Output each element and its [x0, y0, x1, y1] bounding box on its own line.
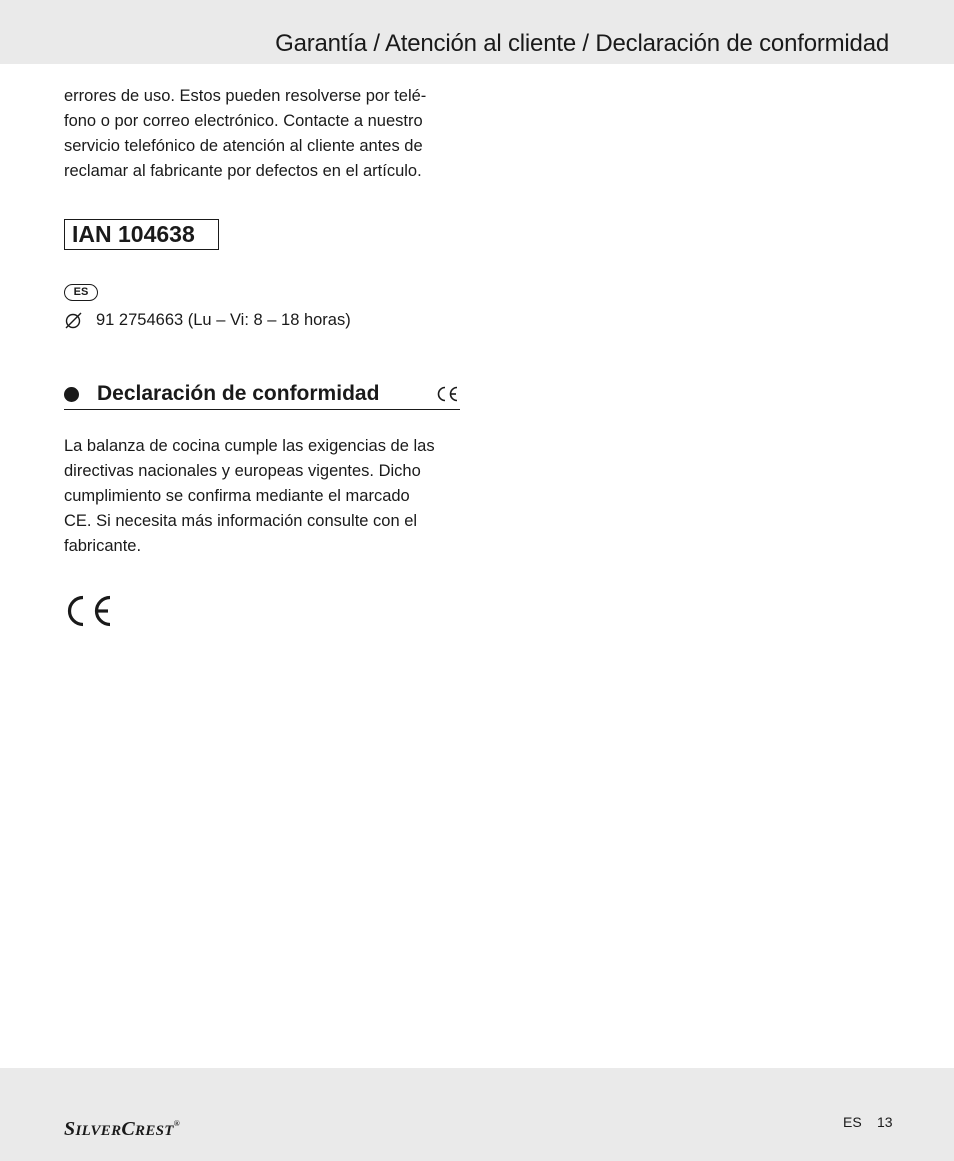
country-badge: ES: [64, 284, 98, 301]
page-title: Garantía / Atención al cliente / Declaración de conformidad: [275, 30, 889, 57]
ian-number: IAN 104638: [64, 219, 219, 250]
conformity-line: La balanza de cocina cumple las exigencias de las: [64, 437, 435, 455]
ce-mark-icon: [435, 385, 459, 403]
page-number: 13: [877, 1114, 893, 1130]
service-phone: [64, 308, 351, 333]
intro-paragraph: [64, 84, 464, 184]
conformity-line: directivas nacionales y europeas vigentes. Dicho: [64, 462, 421, 480]
phone-number: 91 2754663 (Lu – Vi: 8 – 18 horas): [96, 311, 351, 329]
conformity-heading: [64, 378, 460, 410]
conformity-line: CE. Si necesita más información consulte con el: [64, 512, 418, 530]
intro-line: reclamar al fabricante por defectos en el artículo.: [64, 162, 422, 180]
conformity-paragraph: [64, 434, 464, 559]
bullet-icon: [64, 387, 79, 402]
conformity-line: fabricante.: [64, 537, 142, 555]
conformity-line: cumplimiento se confirma mediante el marcado: [64, 487, 410, 505]
footer-language: ES: [843, 1114, 862, 1130]
intro-line: fono o por correo electrónico. Contacte a nuestro: [64, 112, 423, 130]
intro-line: servicio telefónico de atención al cliente antes de: [64, 137, 423, 155]
phone-icon: [64, 308, 84, 333]
brand-logo: SILVERCREST®: [64, 1118, 181, 1140]
ce-mark-large-icon: [64, 594, 114, 628]
section-title: Declaración de conformidad: [97, 382, 380, 405]
intro-line: errores de uso. Estos pueden resolverse por telé-: [64, 87, 427, 105]
